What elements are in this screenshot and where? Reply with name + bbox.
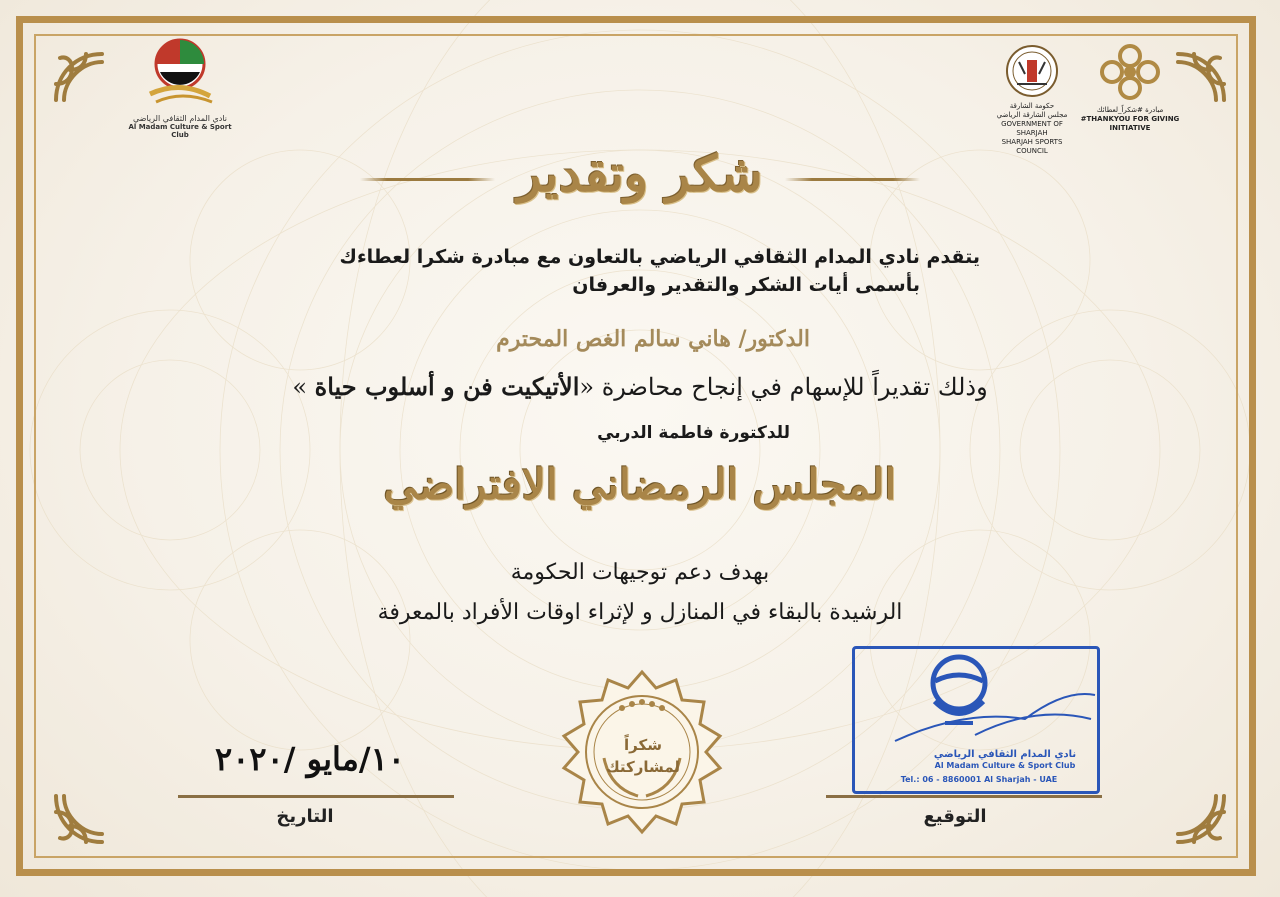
title-divider-left (360, 178, 495, 181)
government-caption-3: GOVERNMENT OF SHARJAH (1001, 120, 1063, 137)
initiative-logo (1080, 42, 1180, 133)
stamp-telephone: Tel.: 06 - 8860001 Al Sharjah - UAE (900, 775, 1058, 784)
stamp-name-en: Al Madam Culture & Sport Club (934, 761, 1076, 770)
date-underline (178, 795, 454, 798)
date-value: ١٠/مايو /٢٠٢٠ (215, 740, 405, 778)
corner-ornament-icon (46, 786, 112, 852)
initiative-emblem-icon (1090, 42, 1170, 102)
signature-label: التوقيع (923, 806, 987, 827)
contribution-line (0, 372, 1280, 401)
signature-underline (826, 795, 1102, 798)
club-stamp (852, 646, 1100, 794)
recipient-name: الدكتور/ هاني سالم الغص المحترم (496, 326, 810, 352)
purpose-line-2: الرشيدة بالبقاء في المنازل و لإثراء اوقات الأفراد بالمعرفة (377, 600, 903, 625)
council-name: المجلس الرمضاني الافتراضي (383, 460, 897, 509)
club-logo (120, 36, 240, 139)
initiative-caption-ar: مبادرة #شكراً_لعطائك (1096, 106, 1164, 114)
club-emblem-icon (140, 36, 220, 108)
stamp-name-ar: نادي المدام الثقافي الرياضي (933, 749, 1077, 760)
certificate-title: شكر وتقدير (517, 144, 763, 203)
government-emblem-icon (1005, 44, 1059, 98)
government-caption-4: SHARJAH SPORTS COUNCIL (1001, 138, 1063, 155)
title-row (360, 138, 920, 228)
contribution-prefix: وذلك تقديراً للإسهام في إنجاح محاضرة « (579, 373, 988, 401)
lecture-title: الأتيكيت فن و أسلوب حياة (314, 372, 580, 401)
seal-text-1: شكراً (624, 736, 662, 754)
club-logo-caption-en: Al Madam Culture & Sport Club (128, 123, 232, 139)
club-logo-caption-ar: نادي المدام الثقافي الرياضي (132, 114, 228, 123)
stamp-emblem-icon (855, 649, 1097, 749)
corner-ornament-icon (1168, 786, 1234, 852)
intro-line-1: يتقدم نادي المدام الثقافي الرياضي بالتعاون مع مبادرة شكرا لعطاءك (339, 246, 980, 268)
purpose-line-1: بهدف دعم توجيهات الحكومة (510, 560, 770, 585)
intro-line-2: بأسمى أيات الشكر والتقدير والعرفان (572, 274, 920, 296)
date-label: التاريخ (276, 806, 334, 827)
government-caption-2: مجلس الشارقة الرياضي (996, 111, 1068, 119)
title-divider-right (785, 178, 920, 181)
lecturer-name: للدكتورة فاطمة الدربي (597, 423, 790, 443)
government-caption-1: حكومة الشارقة (1009, 102, 1055, 110)
seal-text-2: لمشاركتك (605, 758, 681, 776)
corner-ornament-icon (46, 44, 112, 110)
government-logo (992, 44, 1072, 156)
initiative-caption-en: #THANKYOU FOR GIVING INITIATIVE (1080, 115, 1180, 132)
contribution-suffix: » (292, 373, 315, 401)
